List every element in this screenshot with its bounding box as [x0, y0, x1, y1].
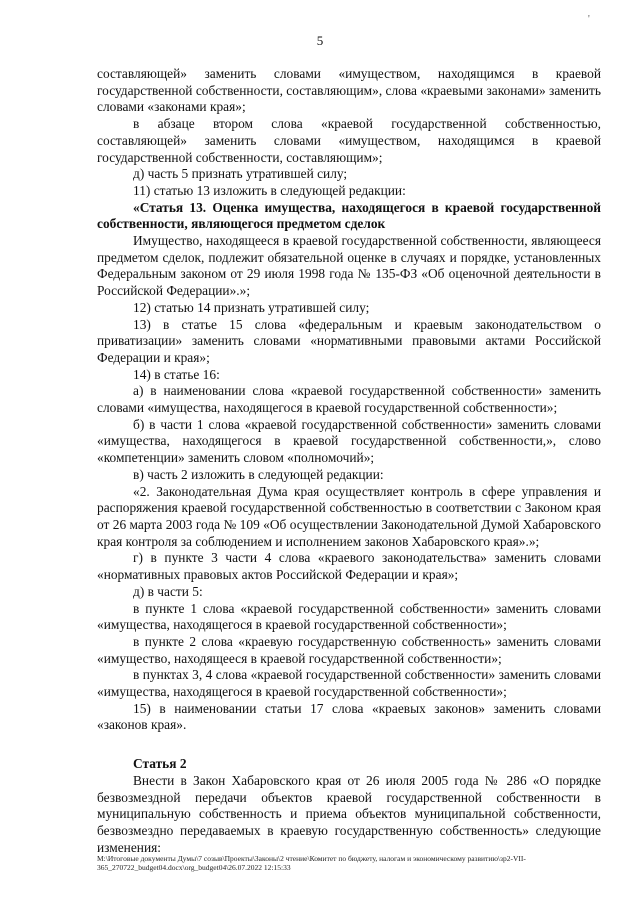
- paragraph: 14) в статье 16:: [133, 366, 220, 382]
- document-body: [97, 66, 601, 856]
- paragraph: составляющей» заменить словами «имуществом, находящимся в краевой государственной собственности, составляющим», слова «краевыми законами» заменить словами «законами края»;: [97, 66, 601, 115]
- paragraph: в пункте 2 слова «краевую государственную собственность» заменить словами «имущество, находящееся в краевой государственной собственности»;: [97, 633, 601, 666]
- paragraph: Имущество, находящееся в краевой государственной собственности, являющееся предметом сделок, подлежит обязательной оценке в случаях и порядке, установленных Федеральным законом от 29 июля 1998 года № 135-ФЗ «Об оценочной деятельности в Российской Федерации».»;: [97, 233, 601, 299]
- paragraph: «2. Законодательная Дума края осуществляет контроль в сфере управления и распоряжения краевой государственной собственностью в соответствии с Законом края от 26 марта 2003 года № 109 «Об осуществлении Законодательной Думой Хабаровского края контроля за соблюдением и исполнением законов Хабаровского края».»;: [97, 483, 601, 549]
- article-2-title: Статья 2: [133, 756, 187, 772]
- paragraph: в пунктах 3, 4 слова «краевой государственной собственности» заменить словами «имущества, находящегося в краевой государственной собственности»;: [97, 667, 601, 700]
- article-heading: «Статья 13. Оценка имущества, находящегося в краевой государственной собственности, являющегося предметом сделок: [97, 199, 601, 232]
- paragraph: д) часть 5 признать утратившей силу;: [133, 166, 348, 182]
- paragraph: в пункте 1 слова «краевой государственной собственности» заменить словами «имущества, находящегося в краевой государственной собственности»;: [97, 600, 601, 633]
- page-number: 5: [316, 33, 324, 48]
- paragraph: г) в пункте 3 части 4 слова «краевого законодательства» заменить словами «нормативных правовых актов Российской Федерации и края»;: [97, 550, 601, 583]
- paragraph: 11) статью 13 изложить в следующей редакции:: [133, 182, 406, 198]
- paragraph: б) в части 1 слова «краевой государственной собственности» заменить словами «имущества, находящегося в краевой государственной собственности,», слово «компетенции» заменить словом «полномочий»;: [97, 416, 601, 466]
- paragraph: 12) статью 14 признать утратившей силу;: [133, 299, 370, 315]
- article-2-text: Внести в Закон Хабаровского края от 26 июля 2005 года № 286 «О порядке безвозмездной передачи объектов краевой государственной собственности в муниципальную собственность и приема объектов муниципальной собственности, безвозмездно передаваемых в краевую государственную собственность» следующие изменения:: [97, 772, 601, 855]
- paragraph: 13) в статье 15 слова «федеральным и краевым законодательством о приватизации» заменить словами «нормативными правовыми актами Российской Федерации и края»;: [97, 316, 601, 365]
- paragraph: 15) в наименовании статьи 17 слова «краевых законов» заменить словами «законов края».: [97, 700, 601, 733]
- corner-mark: ': [588, 14, 590, 25]
- file-path-footer: М:\Итоговые документы Думы\7 созыв\Проекты\Законы\2 чтение\Комитет по бюджету, налогам и экономическому развитию\зр2-VII-365_270722_budget04.docx\org_budget04\26.07.2022 12:15:33: [97, 854, 526, 872]
- paragraph: в) часть 2 изложить в следующей редакции:: [133, 466, 384, 482]
- paragraph: д) в части 5:: [133, 583, 203, 599]
- paragraph: а) в наименовании слова «краевой государственной собственности» заменить словами «имущества, находящегося в краевой государственной собственности»;: [97, 383, 601, 416]
- paragraph: в абзаце втором слова «краевой государственной собственностью, составляющей» заменить словами «имуществом, находящимся в краевой государственной собственности, составляющим»;: [97, 116, 601, 165]
